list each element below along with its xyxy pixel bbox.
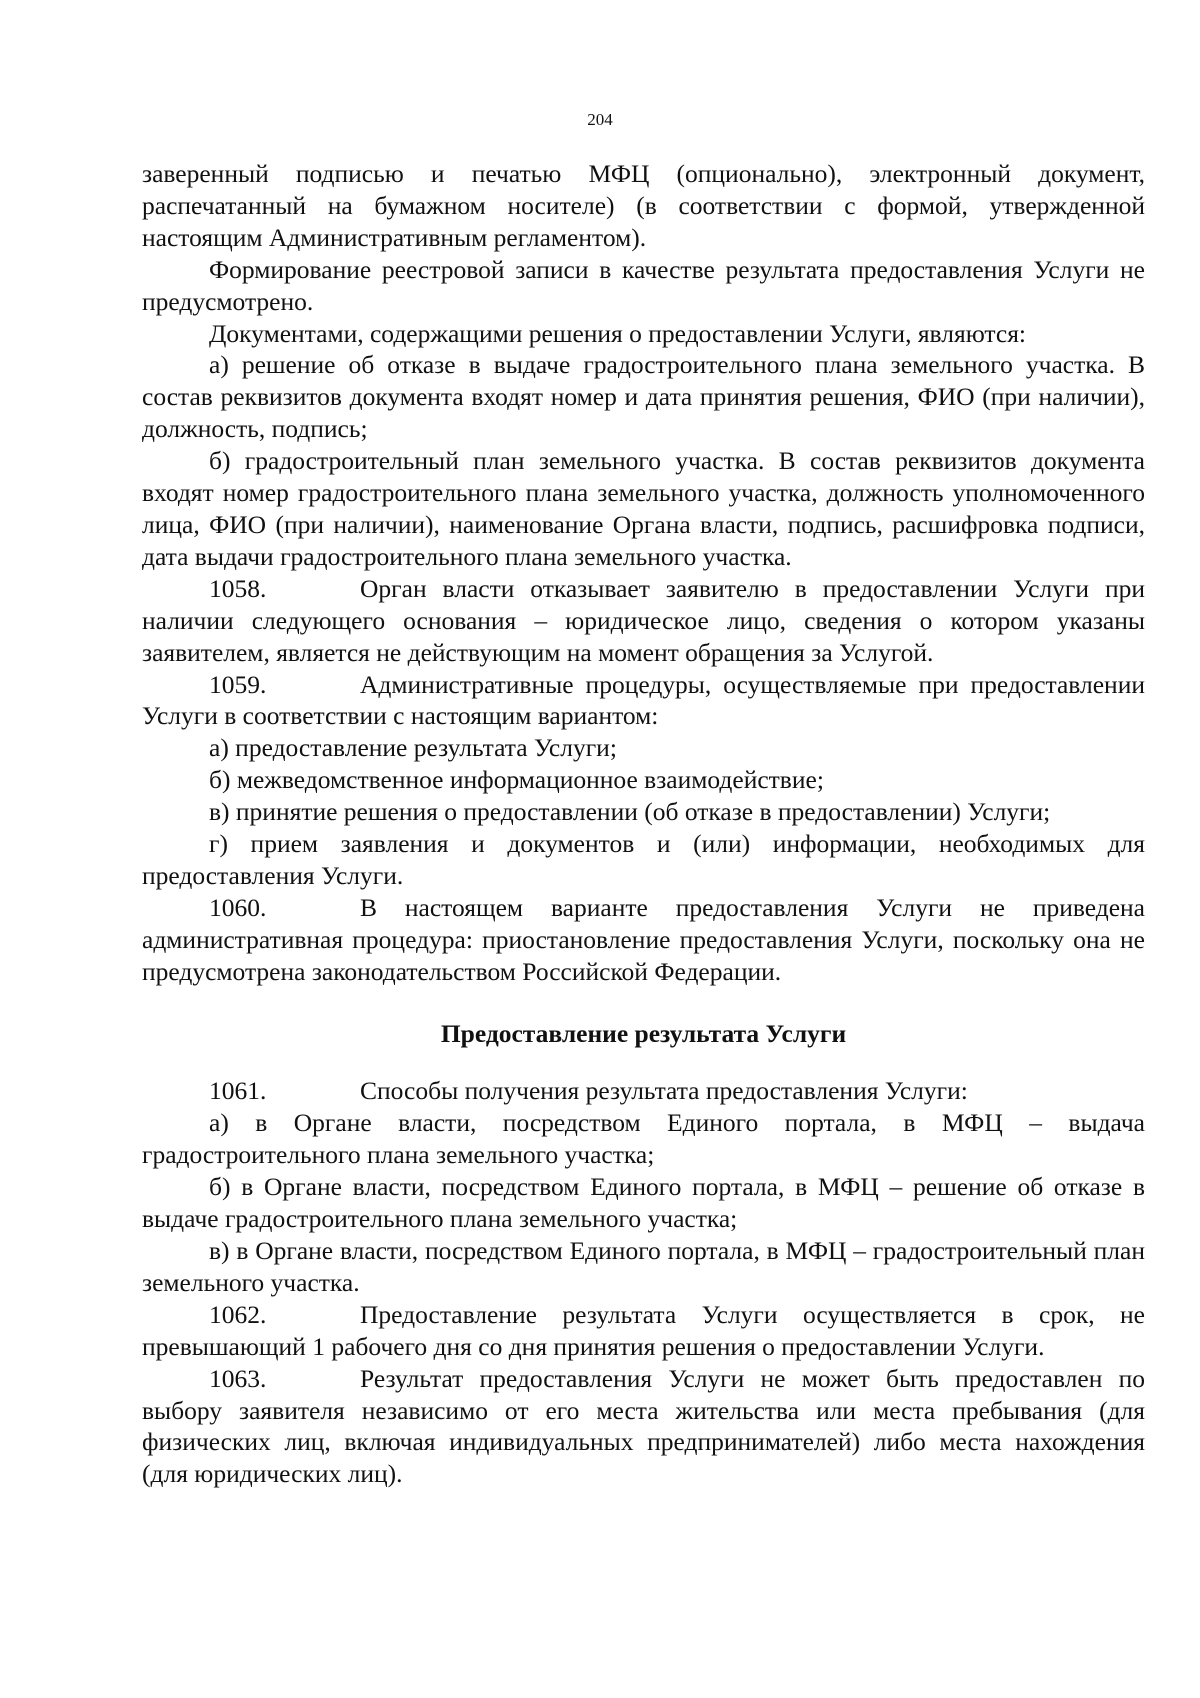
section-top bbox=[142, 158, 1145, 988]
section-heading: Предоставление результата Услуги bbox=[440, 1018, 847, 1048]
document-body bbox=[142, 158, 1145, 1490]
paragraph bbox=[142, 1107, 1145, 1171]
paragraph bbox=[142, 764, 1145, 796]
paragraph bbox=[142, 1171, 1145, 1235]
numbered-paragraph bbox=[142, 1075, 1145, 1107]
numbered-paragraph bbox=[142, 669, 1145, 733]
paragraph-text: Орган власти отказывает заявителю в предоставлении Услуги при наличии следующего основания – юридическое лицо, сведения о котором указаны заявителем, является не действующим на момент обращения за Услугой. bbox=[142, 573, 1145, 667]
paragraph-number: 1058. bbox=[209, 573, 267, 603]
paragraph-number: 1063. bbox=[209, 1363, 267, 1393]
paragraph-text: Предоставление результата Услуги осуществляется в срок, не превышающий 1 рабочего дня со дня принятия решения о предоставлении Услуги. bbox=[142, 1299, 1145, 1361]
paragraph bbox=[142, 158, 1145, 254]
paragraph bbox=[142, 254, 1145, 318]
section-bottom bbox=[142, 1075, 1145, 1490]
numbered-paragraph bbox=[142, 1363, 1145, 1491]
paragraph bbox=[142, 732, 1145, 764]
paragraph bbox=[142, 445, 1145, 573]
paragraph bbox=[142, 796, 1145, 828]
paragraph-text: а) в Органе власти, посредством Единого портала, в МФЦ – выдача градостроительного плана земельного участка; bbox=[142, 1108, 1145, 1170]
paragraph-text: Административные процедуры, осуществляемые при предоставлении Услуги в соответствии с настоящим вариантом: bbox=[142, 669, 1145, 731]
paragraph-text: Способы получения результата предоставления Услуги: bbox=[360, 1076, 968, 1106]
paragraph bbox=[142, 1235, 1145, 1299]
paragraph-text: б) градостроительный план земельного участка. В состав реквизитов документа входят номер градостроительного плана земельного участка, должность уполномоченного лица, ФИО (при наличии), наименование Органа власти, подпись, расшифровка подписи, дата выдачи градостроительного плана земельного участка. bbox=[142, 446, 1145, 571]
paragraph-text: г) прием заявления и документов и (или) информации, необходимых для предоставления Услуги. bbox=[142, 829, 1145, 890]
paragraph bbox=[142, 349, 1145, 445]
numbered-paragraph bbox=[142, 1299, 1145, 1363]
page-number: 204 bbox=[587, 110, 613, 129]
numbered-paragraph bbox=[142, 573, 1145, 669]
paragraph-text: Документами, содержащими решения о предоставлении Услуги, являются: bbox=[209, 318, 1027, 348]
paragraph-text: б) в Органе власти, посредством Единого портала, в МФЦ – решение об отказе в выдаче градостроительного плана земельного участка; bbox=[142, 1172, 1145, 1234]
paragraph-text: В настоящем варианте предоставления Услуги не приведена административная процедура: приостановление предоставления Услуги, поскольку она не предусмотрена законодательством Российской Федерации. bbox=[142, 892, 1145, 986]
paragraph-number: 1060. bbox=[209, 892, 267, 922]
paragraph bbox=[142, 318, 1145, 350]
paragraph-text: б) межведомственное информационное взаимодействие; bbox=[209, 765, 824, 795]
paragraph-text: заверенный подписью и печатью МФЦ (опционально), электронный документ, распечатанный на бумажном носителе) (в соответствии с формой, утвержденной настоящим Административным регламентом). bbox=[142, 159, 1145, 252]
paragraph-number: 1062. bbox=[209, 1299, 267, 1329]
paragraph-text: а) предоставление результата Услуги; bbox=[209, 733, 617, 763]
paragraph-text: в) в Органе власти, посредством Единого портала, в МФЦ – градостроительный план земельного участка. bbox=[142, 1236, 1145, 1297]
paragraph-text: Результат предоставления Услуги не может быть предоставлен по выбору заявителя независимо от его места жительства или места пребывания (для физических лиц, включая индивидуальных предпринимателей) либо места нахождения (для юридических лиц). bbox=[142, 1363, 1145, 1489]
paragraph-text: Формирование реестровой записи в качестве результата предоставления Услуги не предусмотрено. bbox=[142, 254, 1145, 316]
paragraph-text: в) принятие решения о предоставлении (об отказе в предоставлении) Услуги; bbox=[209, 797, 1051, 827]
paragraph bbox=[142, 828, 1145, 892]
numbered-paragraph bbox=[142, 892, 1145, 988]
paragraph-number: 1059. bbox=[209, 669, 267, 699]
paragraph-text: а) решение об отказе в выдаче градостроительного плана земельного участка. В состав реквизитов документа входят номер и дата принятия решения, ФИО (при наличии), должность, подпись; bbox=[142, 350, 1145, 444]
paragraph-number: 1061. bbox=[209, 1076, 267, 1106]
